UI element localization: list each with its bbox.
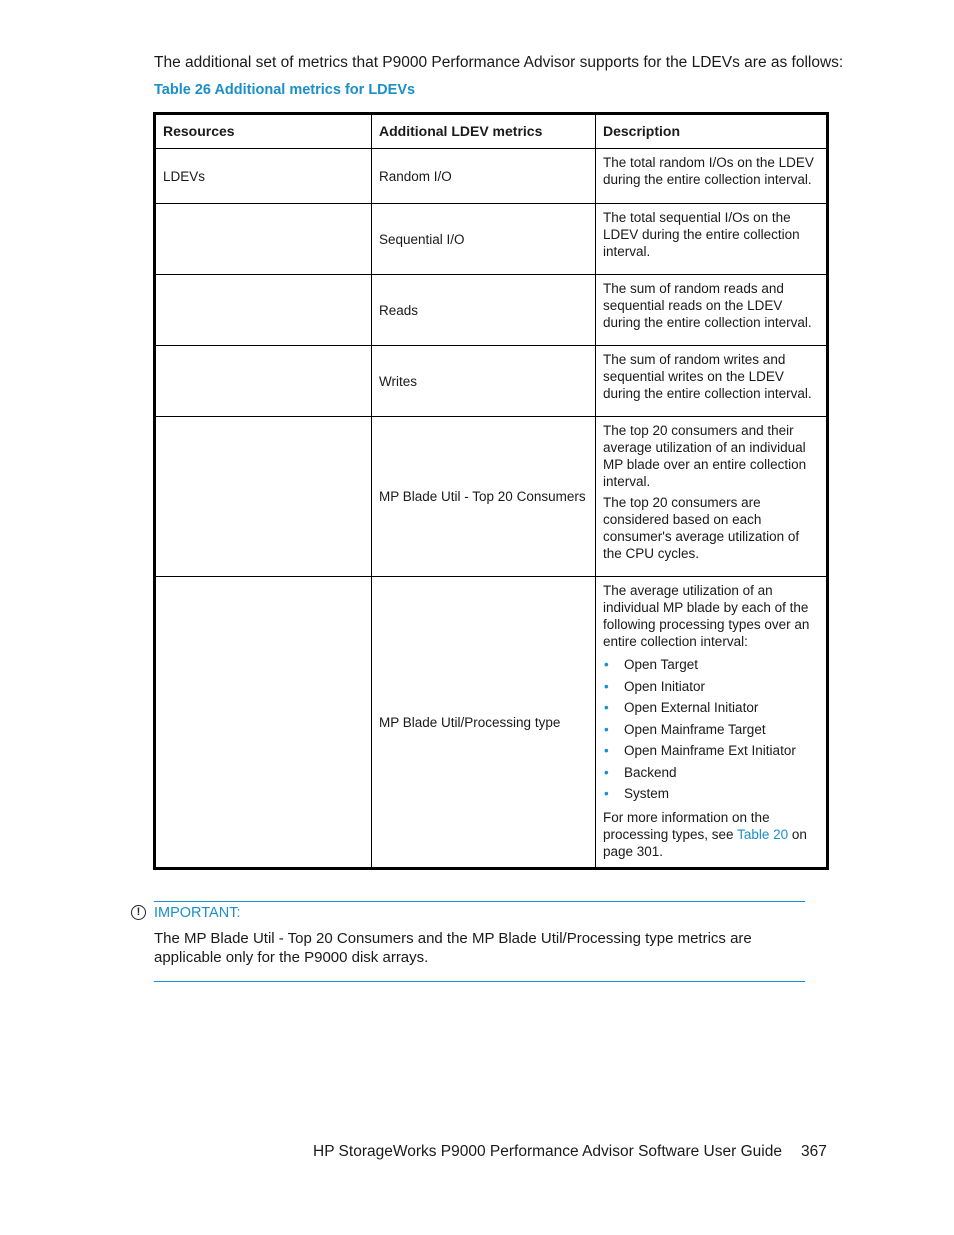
intro-text: The additional set of metrics that P9000 Performance Advisor supports for the LDEVs are as follows: xyxy=(154,54,844,71)
more-info-text xyxy=(603,809,819,860)
table-row xyxy=(155,149,828,204)
metric-cell: Writes xyxy=(372,346,596,417)
important-text: The MP Blade Util - Top 20 Consumers and the MP Blade Util/Processing type metrics are applicable only for the P9000 disk arrays. xyxy=(154,930,752,966)
table-row xyxy=(155,577,828,869)
list-item: • Backend xyxy=(603,762,819,784)
list-item: • Open Mainframe Target xyxy=(603,719,819,741)
metric-cell: MP Blade Util - Top 20 Consumers xyxy=(372,417,596,577)
description-cell xyxy=(596,577,828,869)
header-metrics: Additional LDEV metrics xyxy=(372,114,596,149)
metrics-table xyxy=(153,112,829,870)
description-text: The sum of random reads and sequential reads on the LDEV during the entire collection interval. xyxy=(603,281,812,330)
resource-cell xyxy=(155,346,372,417)
list-item: • Open External Initiator xyxy=(603,697,819,719)
table-row xyxy=(155,204,828,275)
important-bottom-rule xyxy=(154,981,805,982)
metric-cell: MP Blade Util/Processing type xyxy=(372,577,596,869)
table-row xyxy=(155,275,828,346)
page-number: 367 xyxy=(801,1143,827,1160)
description-cell xyxy=(596,275,828,346)
table-row xyxy=(155,346,828,417)
metric-cell: Reads xyxy=(372,275,596,346)
resource-cell xyxy=(155,275,372,346)
important-icon: ! xyxy=(131,905,146,920)
table-row xyxy=(155,417,828,577)
more-info-suffix: on page 301. xyxy=(603,826,807,859)
description-cell xyxy=(596,346,828,417)
description-text: The top 20 consumers are considered based on each consumer's average utilization of the CPU cycles. xyxy=(603,495,800,561)
header-resources: Resources xyxy=(155,114,372,149)
footer-title: HP StorageWorks P9000 Performance Advisor Software User Guide xyxy=(313,1143,782,1160)
description-cell xyxy=(596,417,828,577)
list-item: • Open Initiator xyxy=(603,676,819,698)
description-text: The average utilization of an individual MP blade by each of the following processing types over an entire collection interval: xyxy=(603,583,810,649)
metric-cell: Random I/O xyxy=(372,149,596,204)
resource-cell xyxy=(155,577,372,869)
important-top-rule xyxy=(154,901,805,902)
list-item: • Open Mainframe Ext Initiator xyxy=(603,740,819,762)
description-text: The total sequential I/Os on the LDEV during the entire collection interval. xyxy=(603,210,800,259)
important-label: IMPORTANT: xyxy=(154,905,241,921)
more-info-prefix: For more information on the processing types, see xyxy=(603,809,770,842)
description-text: The sum of random writes and sequential writes on the LDEV during the entire collection interval. xyxy=(603,352,812,401)
list-item: • System xyxy=(603,783,819,805)
description-text: The top 20 consumers and their average utilization of an individual MP blade over an entire collection interval. xyxy=(603,423,807,489)
processing-type-list xyxy=(603,654,819,805)
metric-cell: Sequential I/O xyxy=(372,204,596,275)
description-cell xyxy=(596,204,828,275)
resource-cell xyxy=(155,417,372,577)
header-description: Description xyxy=(596,114,828,149)
description-text: The total random I/Os on the LDEV during the entire collection interval. xyxy=(603,155,814,187)
table-header-row xyxy=(155,114,828,149)
list-item: • Open Target xyxy=(603,654,819,676)
resource-cell xyxy=(155,204,372,275)
description-cell xyxy=(596,149,828,204)
resource-cell: LDEVs xyxy=(155,149,372,204)
table-20-link[interactable]: Table 20 xyxy=(737,826,789,842)
table-caption: Table 26 Additional metrics for LDEVs xyxy=(154,82,416,98)
